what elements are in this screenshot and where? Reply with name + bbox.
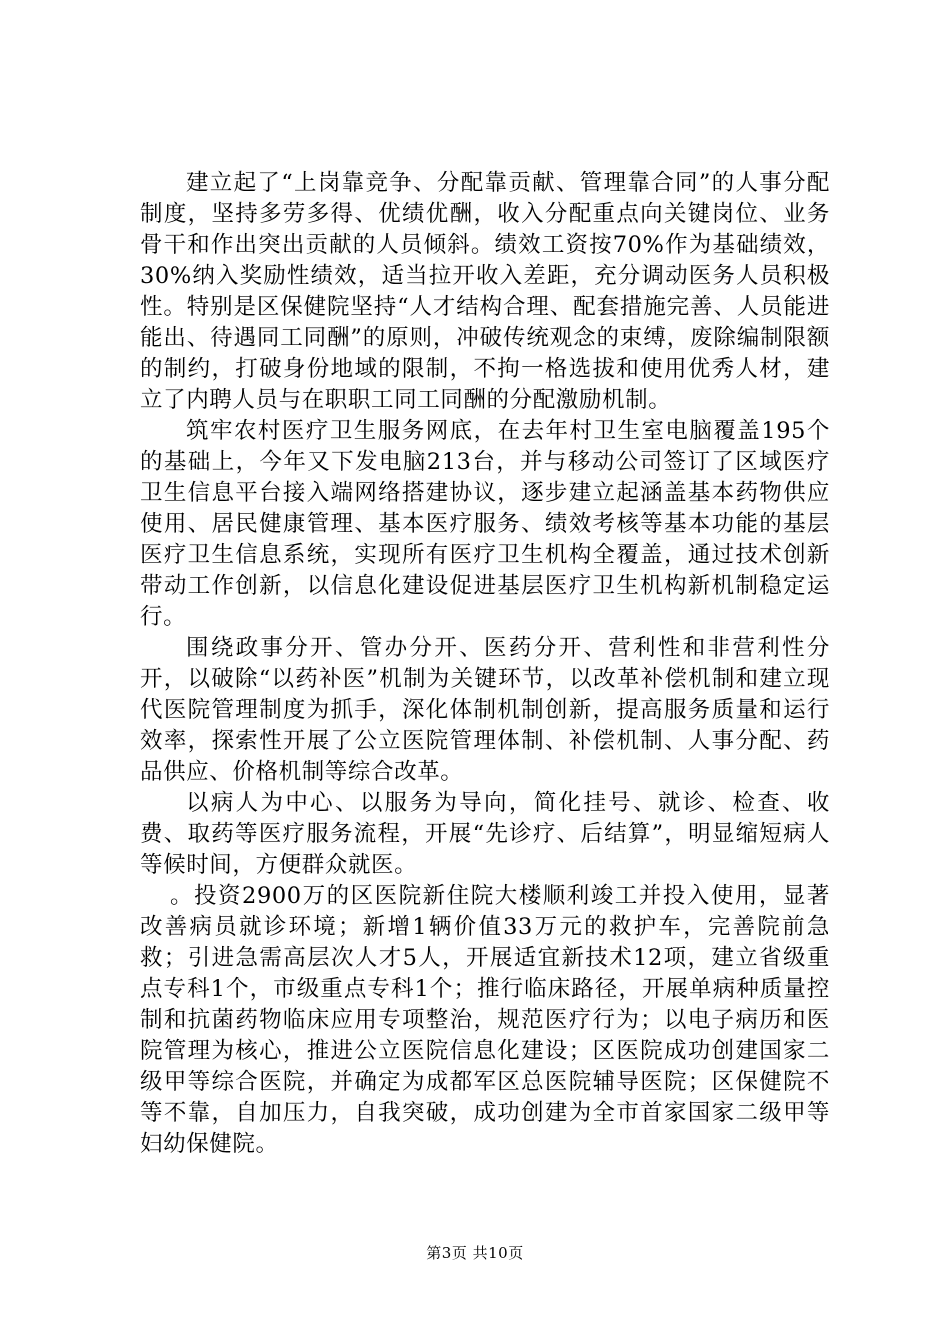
paragraph-rural-health-network: 筑牢农村医疗卫生服务网底，在去年村卫生室电脑覆盖195个的基础上，今年又下发电脑213台，并与移动公司签订了区域医疗卫生信息平台接入端网络搭建协议，逐步建立起涵盖基本药物供应使用、居民健康管理、基本医疗服务、绩效考核等基本功能的基层医疗卫生信息系统，实现所有医疗卫生机构全覆盖，通过技术创新带动工作创新，以信息化建设促进基层医疗卫生机构新机制稳定运行。 bbox=[140, 418, 830, 630]
paragraph-patient-centered-service: 以病人为中心、以服务为导向，简化挂号、就诊、检查、收费、取药等医疗服务流程，开展“先诊疗、后结算”，明显缩短病人等候时间，方便群众就医。 bbox=[140, 790, 830, 878]
page-number-footer: 第3页 共10页 bbox=[426, 1244, 524, 1262]
document-body bbox=[140, 168, 830, 1160]
paragraph-public-hospital-reform: 围绕政事分开、管办分开、医药分开、营利性和非营利性分开，以破除“以药补医”机制为关键环节，以改革补偿机制和建立现代医院管理制度为抓手，深化体制机制创新，提高服务质量和运行效率，探索性开展了公立医院管理体制、补偿机制、人事分配、药品供应、价格机制等综合改革。 bbox=[140, 635, 830, 785]
paragraph-hospital-investment: 。投资2900万的区医院新住院大楼顺利竣工并投入使用，显著改善病员就诊环境；新增1辆价值33万元的救护车，完善院前急救；引进急需高层次人才5人，开展适宜新技术12项，建立省级重点专科1个，市级重点专科1个；推行临床路径，开展单病种质量控制和抗菌药物临床应用专项整治，规范医疗行为；以电子病历和医院管理为核心，推进公立医院信息化建设；区医院成功创建国家二级甲等综合医院，并确定为成都军区总医院辅导医院；区保健院不等不靠，自加压力，自我突破，成功创建为全市首家国家二级甲等妇幼保健院。 bbox=[140, 883, 830, 1157]
paragraph-personnel-distribution: 建立起了“上岗靠竞争、分配靠贡献、管理靠合同”的人事分配制度，坚持多劳多得、优绩优酬，收入分配重点向关键岗位、业务骨干和作出突出贡献的人员倾斜。绩效工资按70%作为基础绩效，30%纳入奖励性绩效，适当拉开收入差距，充分调动医务人员积极性。特别是区保健院坚持“人才结构合理、配套措施完善、人员能进能出、待遇同工同酬”的原则，冲破传统观念的束缚，废除编制限额的制约，打破身份地域的限制，不拘一格选拔和使用优秀人材，建立了内聘人员与在职职工同工同酬的分配激励机制。 bbox=[140, 170, 830, 413]
